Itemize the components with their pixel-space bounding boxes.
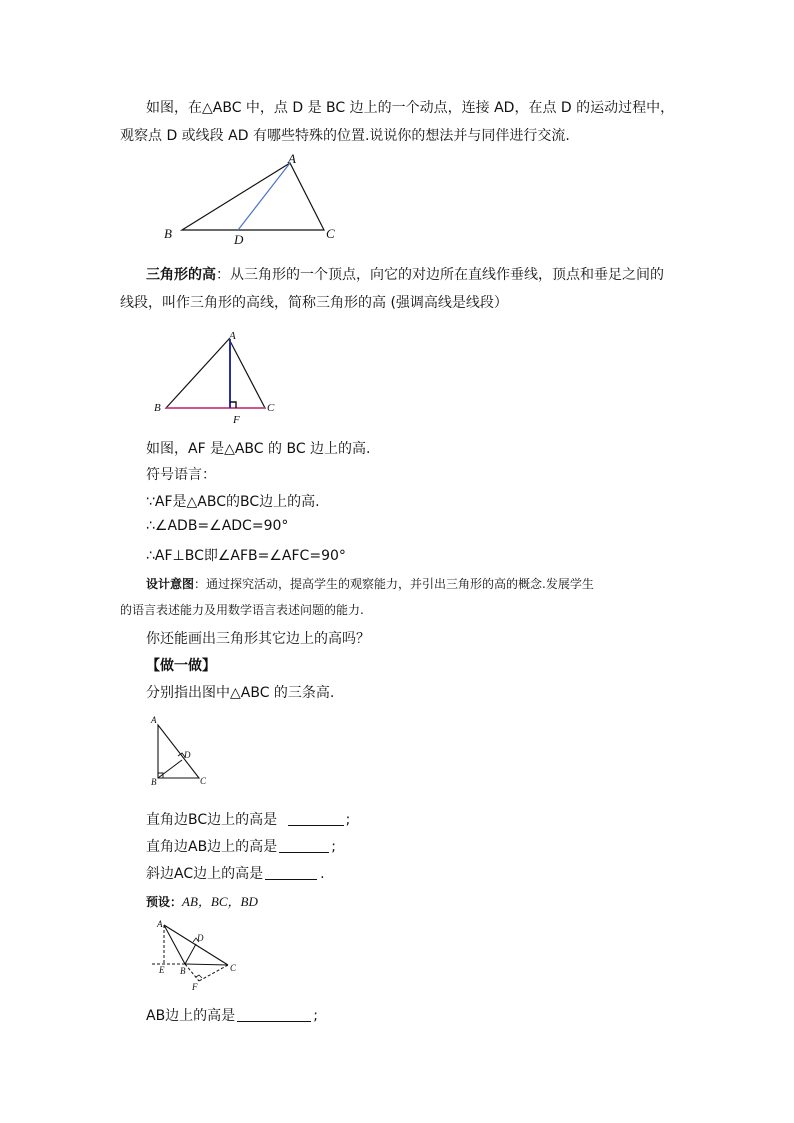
blank-ab-end: ; (331, 839, 336, 855)
triangle-abc (166, 339, 265, 408)
design-label: 设计意图 (146, 577, 195, 591)
intro-line-1: 如图，在△ABC 中，点 D 是 BC 边上的一个动点，连接 AD，在点 D 的运动过程中， (146, 100, 675, 116)
blank-ab-label: 直角边AB边上的高是 (146, 839, 278, 855)
side-ab (164, 925, 185, 964)
design-rest: ：通过探究活动，提高学生的观察能力，并引出三角形的高的概念.发展学生 (194, 577, 594, 591)
blank-ac-field[interactable] (265, 865, 317, 880)
label-f: F (233, 414, 240, 425)
label-d: D (184, 750, 191, 760)
symbol-language-label: 符号语言： (146, 467, 216, 483)
label-a: A (229, 330, 236, 342)
figure-obtuse-triangle (148, 917, 248, 997)
triangle-abc (182, 163, 324, 230)
design-line-2: 的语言表述能力及用数学语言表述问题的能力. (120, 603, 364, 617)
extension-bf (185, 964, 199, 981)
definition-line-2: 线段，叫作三角形的高线，简称三角形的高 (强调高线是线段） (120, 295, 508, 311)
right-angle-f (196, 975, 202, 978)
segment-bd (158, 760, 182, 778)
blank-ab-field[interactable] (279, 838, 329, 853)
preset-line (146, 891, 258, 910)
label-c: C (230, 963, 237, 973)
example-line: 如图，AF 是△ABC 的 BC 边上的高. (146, 441, 371, 457)
definition-term: 三角形的高 (146, 267, 216, 283)
last-line-end: ; (313, 1008, 318, 1024)
blank-ac-label: 斜边AC边上的高是 (146, 866, 264, 882)
design-line-1 (146, 575, 594, 592)
intro-line-2: 观察点 D 或线段 AD 有哪些特殊的位置.说说你的想法并与同伴进行交流. (120, 128, 570, 144)
segment-ad (238, 163, 290, 230)
preset-label: 预设： (146, 895, 183, 909)
definition-rest: ：从三角形的一个顶点，向它的对边所在直线作垂线，顶点和垂足之间的 (216, 267, 664, 283)
last-line-label: AB边上的高是 (146, 1008, 236, 1024)
blank-bc-field[interactable] (288, 811, 344, 826)
section-title: 【做一做】 (146, 658, 216, 674)
label-b: B (180, 966, 186, 976)
label-c: C (267, 402, 275, 414)
segment-cf (199, 965, 228, 981)
question-line: 你还能画出三角形其它边上的高吗？ (146, 631, 370, 647)
label-f: F (192, 982, 198, 992)
therefore-line-2: ∴AF⊥BC即∠AFB=∠AFC=90° (146, 548, 346, 564)
side-bc (185, 964, 228, 965)
because-line: ∵AF是△ABC的BC边上的高. (146, 494, 320, 510)
figure-triangle-ad (150, 150, 350, 250)
task-line: 分别指出图中△ABC 的三条高. (146, 685, 335, 701)
label-e: E (159, 965, 165, 975)
blank-ac-end: . (320, 866, 325, 882)
label-a: A (157, 919, 163, 929)
preset-answer: AB，BC，BD (182, 894, 258, 909)
segment-bd (185, 944, 196, 964)
label-a: A (288, 151, 296, 166)
figure-altitude-af (150, 325, 280, 425)
label-a: A (151, 715, 157, 725)
figure-right-triangle (145, 712, 220, 792)
triangle-abc (158, 725, 199, 778)
blank-bc-end: ; (345, 812, 351, 828)
label-c: C (200, 776, 207, 786)
blank-line-ac (146, 863, 325, 883)
definition-line-1 (146, 264, 664, 284)
label-d: D (197, 933, 204, 943)
label-c: C (326, 226, 335, 241)
blank-line-ab (146, 836, 336, 856)
blank-line-bc (146, 809, 350, 829)
last-line-field[interactable] (237, 1007, 311, 1022)
label-b: B (151, 777, 157, 787)
blank-bc-label: 直角边BC边上的高是 (146, 812, 278, 828)
therefore-line-1: ∴∠ADB=∠ADC=90° (146, 518, 289, 534)
last-line (146, 1005, 318, 1025)
label-b: B (164, 226, 172, 241)
label-d: D (234, 232, 244, 247)
label-b: B (154, 402, 161, 414)
